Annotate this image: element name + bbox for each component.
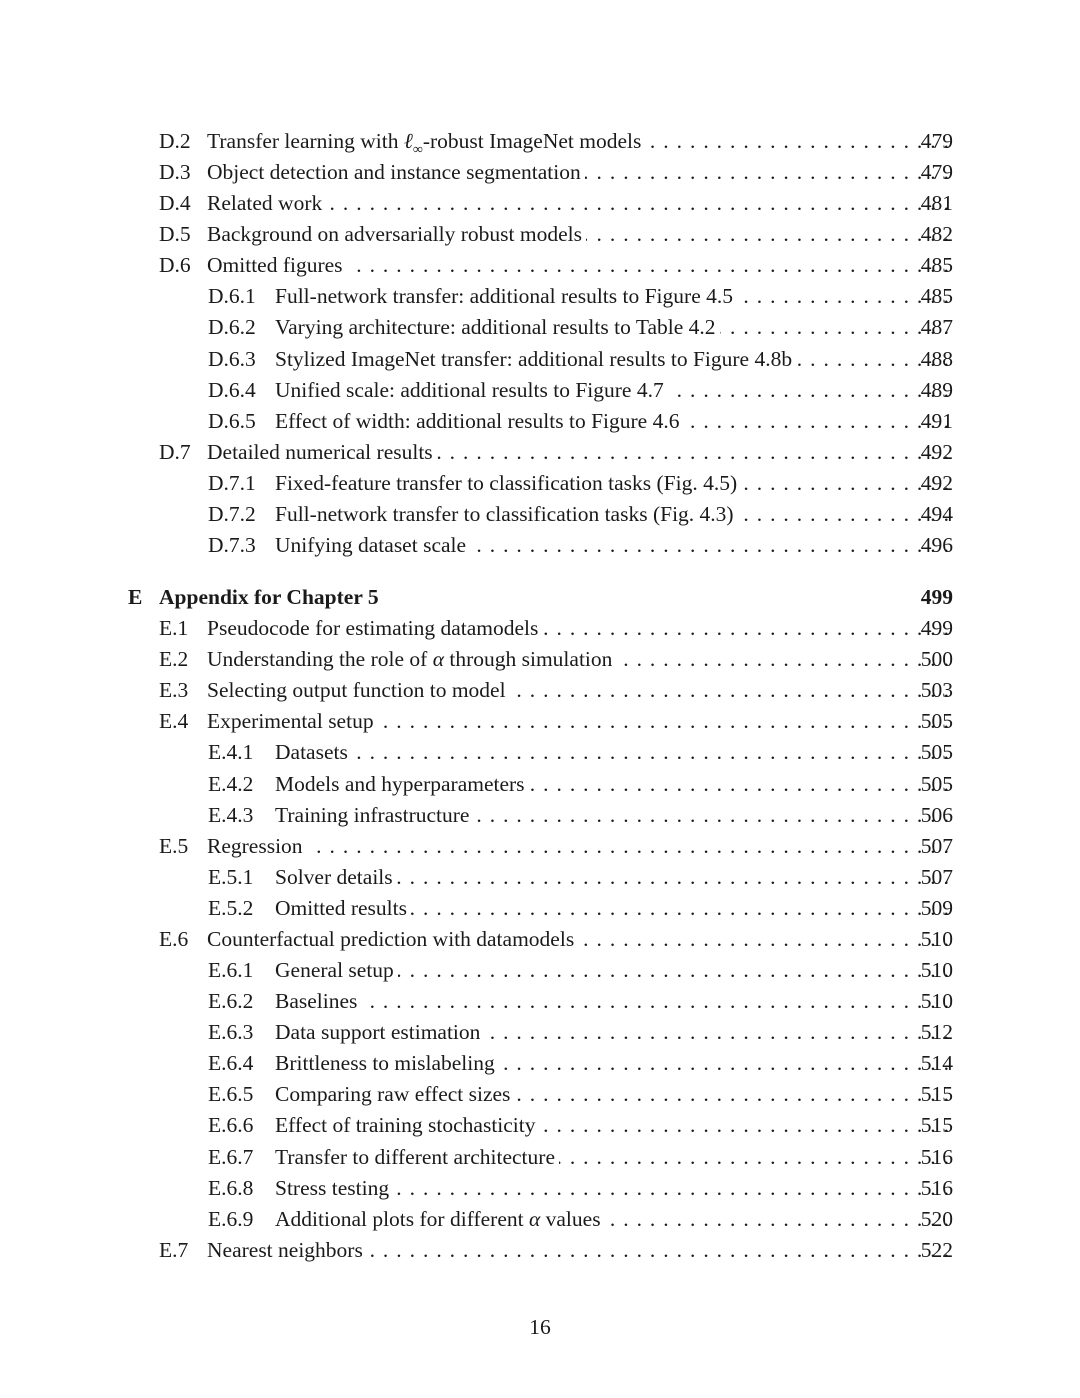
section-number: E.5	[159, 833, 189, 858]
section-number: E.6.6	[208, 1113, 254, 1138]
section-number: D.2	[159, 129, 191, 153]
section-title: Related work	[207, 191, 323, 216]
page-number: 515	[920, 1082, 953, 1107]
section-number: E.2	[159, 647, 189, 672]
page-number: 492	[920, 470, 953, 495]
section-number: D.7.3	[208, 533, 256, 558]
section-number: E.5.1	[208, 864, 254, 889]
section-title: Additional plots for different α values	[275, 1206, 601, 1231]
section-title: Transfer learning with ℓ$_\infty$-robust ImageNet models	[207, 129, 642, 158]
page-number: 507	[920, 833, 953, 858]
dot-leader	[499, 1048, 953, 1079]
section-title: Full-network transfer to classification tasks (Fig. 4.3)	[275, 501, 734, 526]
toc-entry-d71[interactable]	[0, 468, 1080, 499]
section-number: D.7.1	[208, 470, 256, 495]
section-number: E.7	[159, 1237, 189, 1262]
page-number: 506	[920, 802, 953, 827]
dot-leader	[605, 1204, 953, 1235]
section-number: E.6.1	[208, 958, 254, 983]
section-title: Stylized ImageNet transfer: additional results to Figure 4.8b	[275, 346, 793, 371]
section-title: Training infrastructure	[275, 802, 470, 827]
section-number: E.6.9	[208, 1206, 254, 1231]
section-number: D.6.3	[208, 346, 256, 371]
section-title: Models and hyperparameters	[275, 771, 525, 796]
section-title: Effect of training stochasticity	[275, 1113, 536, 1138]
toc-entry-e64[interactable]	[0, 1048, 1080, 1079]
section-title: Effect of width: additional results to Figure 4.6	[275, 408, 680, 433]
page-number: 479	[920, 129, 953, 153]
toc-entry-e5[interactable]	[0, 831, 1080, 862]
section-number: E.6.4	[208, 1051, 254, 1076]
page-number: 494	[920, 501, 953, 526]
section-number: E.6.5	[208, 1082, 254, 1107]
section-title: General setup	[275, 958, 394, 983]
page-number: 505	[920, 740, 953, 765]
section-title: Solver details	[275, 864, 393, 889]
section-number: E.1	[159, 616, 189, 641]
toc-entry-d2[interactable]	[0, 126, 1080, 157]
dot-leader	[398, 955, 953, 986]
page-number: 485	[920, 284, 953, 309]
dot-leader	[470, 530, 953, 561]
section-number: E.4.2	[208, 771, 254, 796]
section-title: Pseudocode for estimating datamodels	[207, 616, 539, 641]
section-title: Data support estimation	[275, 1020, 481, 1045]
page-number: 489	[920, 377, 953, 402]
dot-leader	[411, 893, 953, 924]
section-title: Nearest neighbors	[207, 1237, 363, 1262]
section-number: D.6.1	[208, 284, 256, 309]
section-title: Experimental setup	[207, 709, 374, 734]
toc-entry-e67[interactable]	[0, 1142, 1080, 1173]
toc-entry-d65[interactable]	[0, 406, 1080, 437]
dot-leader	[352, 737, 953, 768]
section-title: Understanding the role of α through simulation	[207, 647, 613, 672]
dot-leader	[484, 1017, 953, 1048]
page-number: 482	[920, 222, 953, 247]
dot-leader	[326, 188, 953, 219]
section-number: E.4.3	[208, 802, 254, 827]
section-number: E.6.3	[208, 1020, 254, 1045]
section-number: D.5	[159, 222, 191, 247]
section-title: Selecting output function to model	[207, 678, 506, 703]
dot-leader	[616, 644, 953, 675]
toc-entry-e52[interactable]	[0, 893, 1080, 924]
dot-leader	[378, 706, 953, 737]
toc-entry-e2[interactable]	[0, 644, 1080, 675]
toc-entry-e3[interactable]	[0, 675, 1080, 706]
page-number: 492	[920, 439, 953, 464]
dot-leader	[347, 250, 953, 281]
dot-leader	[585, 157, 953, 188]
toc-entry-d64[interactable]	[0, 375, 1080, 406]
page-number: 516	[920, 1175, 953, 1200]
toc-entry-d72[interactable]	[0, 499, 1080, 530]
page-number: 510	[920, 958, 953, 983]
page-number: 488	[920, 346, 953, 371]
section-number: D.3	[159, 160, 191, 185]
page-number: 522	[920, 1237, 953, 1262]
page-number: 503	[920, 678, 953, 703]
section-title: Brittleness to mislabeling	[275, 1051, 495, 1076]
toc-entry-d3[interactable]	[0, 157, 1080, 188]
toc-entry-d5[interactable]	[0, 219, 1080, 250]
section-title: Varying architecture: additional results to Table 4.2	[275, 315, 716, 340]
section-title: Fixed-feature transfer to classification tasks (Fig. 4.5)	[275, 470, 738, 495]
toc-entry-e43[interactable]	[0, 800, 1080, 831]
page-number: 509	[920, 895, 953, 920]
page-number: 516	[920, 1144, 953, 1169]
section-title: Unifying dataset scale	[275, 533, 467, 558]
section-title: Detailed numerical results	[207, 439, 433, 464]
section-number: E.5.2	[208, 895, 254, 920]
section-title: Stress testing	[275, 1175, 390, 1200]
page-number: 510	[920, 926, 953, 951]
dot-leader	[668, 375, 953, 406]
section-number: D.7	[159, 439, 191, 464]
toc-entry-e4[interactable]	[0, 706, 1080, 737]
chapter-letter: E	[128, 585, 143, 610]
section-title: Unified scale: additional results to Figure 4.7	[275, 377, 664, 402]
dot-leader	[307, 831, 953, 862]
dot-leader	[514, 1079, 953, 1110]
chapter-title: Appendix for Chapter 5	[159, 585, 379, 610]
dot-leader	[529, 769, 953, 800]
section-title: Object detection and instance segmentation	[207, 160, 581, 185]
section-number: D.6.2	[208, 315, 256, 340]
dot-leader	[510, 675, 953, 706]
dot-leader	[559, 1142, 953, 1173]
section-title: Omitted results	[275, 895, 407, 920]
toc-entry-e68[interactable]	[0, 1173, 1080, 1204]
section-number: D.7.2	[208, 501, 256, 526]
toc-entry-d6[interactable]	[0, 250, 1080, 281]
dot-leader	[437, 437, 953, 468]
section-number: E.6	[159, 926, 189, 951]
section-number: D.6.5	[208, 408, 256, 433]
section-number: E.6.8	[208, 1175, 254, 1200]
page-folio: 16	[529, 1315, 551, 1339]
section-number: E.6.2	[208, 989, 254, 1014]
section-number: D.6.4	[208, 377, 256, 402]
toc-entry-d7[interactable]	[0, 437, 1080, 468]
dot-leader	[586, 219, 953, 250]
dot-leader	[397, 862, 953, 893]
section-number: D.6	[159, 253, 191, 278]
toc-entry-d63[interactable]	[0, 344, 1080, 375]
section-title: Omitted figures	[207, 253, 343, 278]
page-number: 479	[920, 160, 953, 185]
toc-entry-e51[interactable]	[0, 862, 1080, 893]
section-title: Full-network transfer: additional results to Figure 4.5	[275, 284, 733, 309]
dot-leader	[683, 406, 953, 437]
toc-entry-e63[interactable]	[0, 1017, 1080, 1048]
toc-entry-e66[interactable]	[0, 1110, 1080, 1141]
page-number: 491	[920, 408, 953, 433]
page-number: 515	[920, 1113, 953, 1138]
dot-leader	[540, 1110, 953, 1141]
page-number: 514	[920, 1051, 953, 1076]
dot-leader	[367, 1235, 953, 1266]
toc-chapter-e[interactable]	[0, 582, 1080, 613]
section-number: D.4	[159, 191, 191, 216]
section-title: Regression	[207, 833, 303, 858]
page-number: 512	[920, 1020, 953, 1045]
dot-leader	[720, 312, 953, 343]
page-number: 485	[920, 253, 953, 278]
page-number: 520	[920, 1206, 953, 1231]
toc-entry-d62[interactable]	[0, 312, 1080, 343]
page-number: 505	[920, 709, 953, 734]
section-title: Datasets	[275, 740, 348, 765]
page-number: 510	[920, 989, 953, 1014]
page-number: 505	[920, 771, 953, 796]
section-number: E.6.7	[208, 1144, 254, 1169]
dot-leader	[473, 800, 953, 831]
page-number: 487	[920, 315, 953, 340]
toc-entry-e42[interactable]	[0, 769, 1080, 800]
toc-entry-e61[interactable]	[0, 955, 1080, 986]
dot-leader	[578, 924, 953, 955]
toc-entry-e6[interactable]	[0, 924, 1080, 955]
dot-leader	[361, 986, 953, 1017]
section-number: E.4	[159, 709, 189, 734]
toc-entry-e41[interactable]	[0, 737, 1080, 768]
dot-leader	[542, 613, 953, 644]
section-title: Background on adversarially robust models	[207, 222, 582, 247]
page-number: 499	[920, 616, 953, 641]
chapter-page-number: 499	[920, 585, 953, 610]
section-title: Transfer to different architecture	[275, 1144, 555, 1169]
dot-leader	[393, 1173, 953, 1204]
toc-entry-e7[interactable]	[0, 1235, 1080, 1266]
page-number: 500	[920, 647, 953, 672]
toc-entry-e62[interactable]	[0, 986, 1080, 1017]
page-number: 481	[920, 191, 953, 216]
section-title: Counterfactual prediction with datamodels	[207, 926, 575, 951]
page-number: 496	[920, 533, 953, 558]
section-title: Comparing raw effect sizes	[275, 1082, 511, 1107]
section-number: E.4.1	[208, 740, 254, 765]
toc-entry-e69[interactable]	[0, 1204, 1080, 1235]
toc-entry-e65[interactable]	[0, 1079, 1080, 1110]
table-of-contents	[0, 126, 1080, 1266]
page-number: 507	[920, 864, 953, 889]
section-number: E.3	[159, 678, 189, 703]
toc-entry-d73[interactable]	[0, 530, 1080, 561]
toc-entry-d4[interactable]	[0, 188, 1080, 219]
toc-entry-e1[interactable]	[0, 613, 1080, 644]
section-title: Baselines	[275, 989, 358, 1014]
toc-entry-d61[interactable]	[0, 281, 1080, 312]
